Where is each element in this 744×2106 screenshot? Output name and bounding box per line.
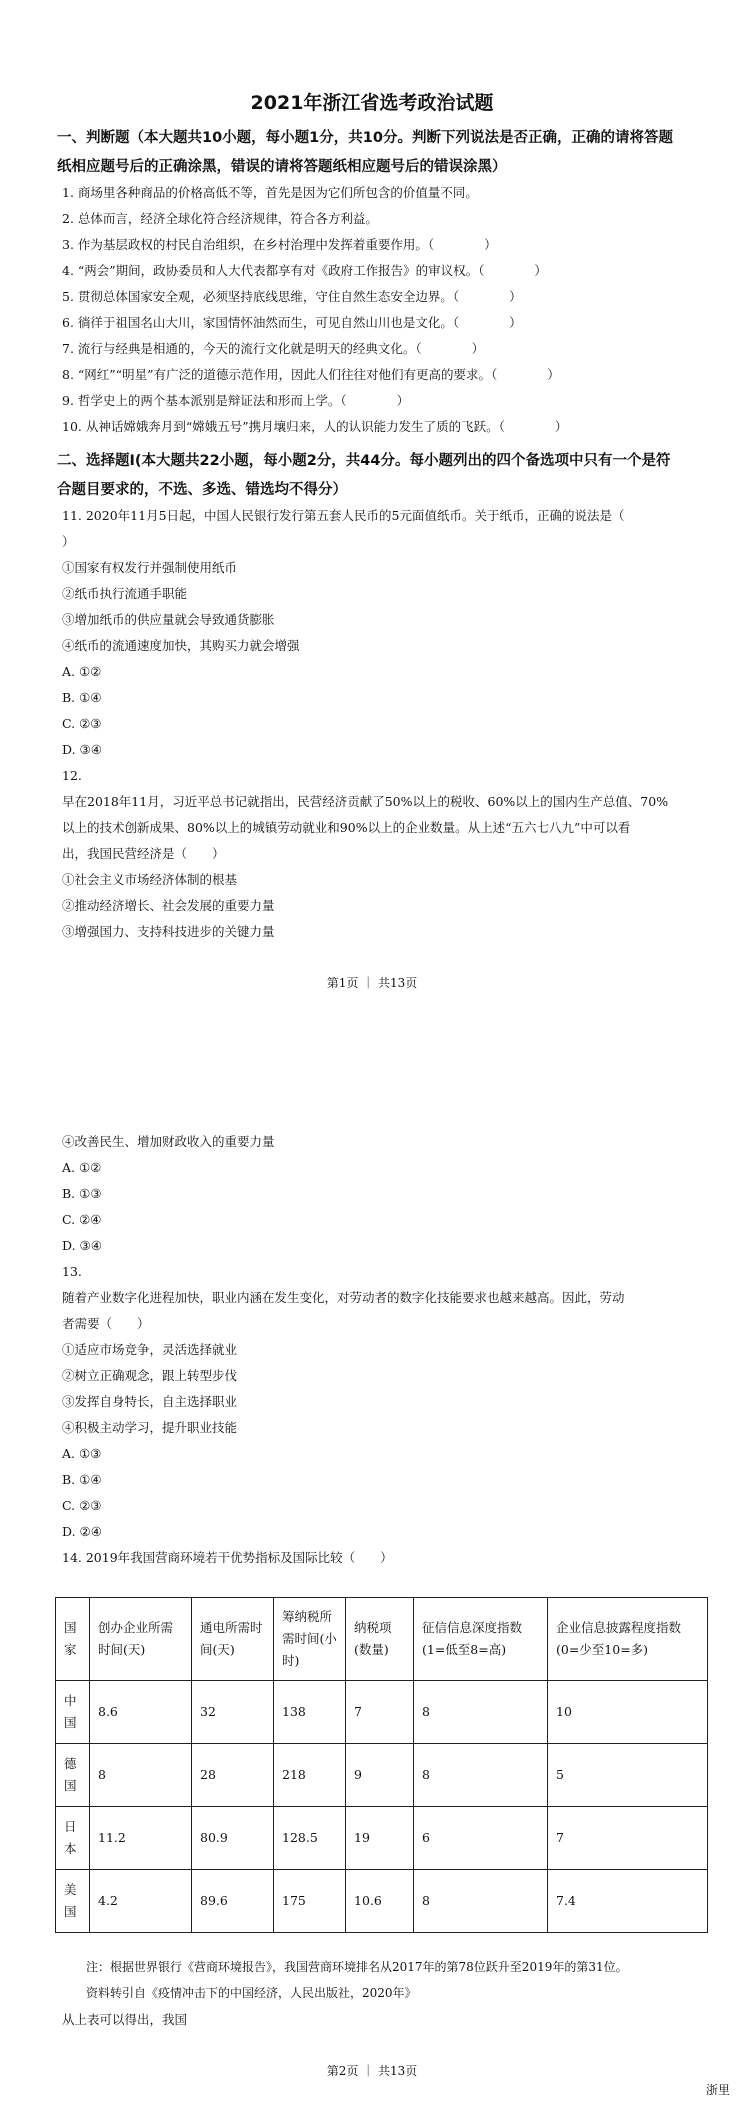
column-header: 通电所需时间(天) [192,1598,274,1681]
question-continuation: 从上表可以得出，我国 [62,2012,188,2027]
question-line: ③发挥自身特长，自主选择职业 [62,1394,238,1409]
question-line: ①社会主义市场经济体制的根基 [62,872,238,887]
question-line: ②推动经济增长、社会发展的重要力量 [62,898,275,913]
question-line: 1. 商场里各种商品的价格高低不等，首先是因为它们所包含的价值量不同。 [62,185,478,200]
column-header: 国家 [56,1598,90,1681]
question-line: ④积极主动学习，提升职业技能 [62,1420,238,1435]
business-environment-table [55,1597,708,1933]
table-cell: 9 [346,1744,414,1807]
table-row [56,1744,708,1807]
question-line: 8. “网红”“明星”有广泛的道德示范作用，因此人们往往对他们有更高的要求。（ ） [62,367,560,382]
table-cell-country: 中国 [56,1681,90,1744]
table-cell: 5 [548,1744,708,1807]
question-line: ①国家有权发行并强制使用纸币 [62,560,238,575]
table-cell: 7 [548,1807,708,1870]
column-header: 创办企业所需时间(天) [90,1598,192,1681]
question-line: 11. 2020年11月5日起，中国人民银行发行第五套人民币的5元面值纸币。关于纸币，正确的说法是（ [62,508,625,523]
question-line: ④纸币的流通速度加快，其购买力就会增强 [62,638,300,653]
section1-heading-line2: 纸相应题号后的正确涂黑，错误的请将答题纸相应题号后的错误涂黑） [57,159,507,175]
column-header: 纳税项(数量) [346,1598,414,1681]
question-line: 9. 哲学史上的两个基本派别是辩证法和形而上学。（ ） [62,393,410,408]
question-line: ②树立正确观念，跟上转型步伐 [62,1368,238,1383]
question-line: 5. 贯彻总体国家安全观，必须坚持底线思维，守住自然生态安全边界。（ ） [62,289,522,304]
table-cell: 138 [274,1681,346,1744]
table-cell: 28 [192,1744,274,1807]
section2-heading-line1: 二、选择题Ⅰ(本大题共22小题，每小题2分，共44分。每小题列出的四个备选项中只有一个是符 [57,453,671,469]
question-line: 随着产业数字化进程加快，职业内涵在发生变化，对劳动者的数字化技能要求也越来越高。因此，劳动 [62,1290,625,1305]
page1-question-block [62,504,668,944]
table-cell: 7 [346,1681,414,1744]
table-cell-country: 德国 [56,1744,90,1807]
table-cell: 8.6 [90,1681,192,1744]
table-cell: 8 [414,1681,548,1744]
table-cell: 8 [414,1870,548,1933]
column-header: 征信信息深度指数(1=低至8=高) [414,1598,548,1681]
question-line: 4. “两会”期间，政协委员和人大代表都享有对《政府工作报告》的审议权。（ ） [62,263,547,278]
table-cell-country: 日本 [56,1807,90,1870]
question-line: D. ②④ [62,1524,102,1539]
section2-heading-line2: 合题目要求的，不选、多选、错选均不得分） [57,482,347,498]
table-cell: 7.4 [548,1870,708,1933]
question-line: ④改善民生、增加财政收入的重要力量 [62,1134,275,1149]
question-line: 14. 2019年我国营商环境若干优势指标及国际比较（ ） [62,1550,393,1565]
table-cell: 175 [274,1870,346,1933]
question-line: 3. 作为基层政权的村民自治组织，在乡村治理中发挥着重要作用。（ ） [62,237,497,252]
section1-question-list [62,181,567,439]
table-header-row [56,1598,708,1681]
watermark-corner: 浙里 [705,2083,730,2097]
question-line: 13. [62,1264,82,1279]
question-line: B. ①④ [62,690,102,705]
table-note: 注：根据世界银行《营商环境报告》，我国营商环境排名从2017年的第78位跃升至2019年的第31位。 [86,1960,628,1974]
table-cell: 4.2 [90,1870,192,1933]
question-line: 7. 流行与经典是相通的，今天的流行文化就是明天的经典文化。（ ） [62,341,485,356]
question-line: 者需要（ ） [62,1316,150,1331]
table-cell: 10.6 [346,1870,414,1933]
question-line: 10. 从神话嫦娥奔月到“嫦娥五号”携月壤归来，人的认识能力发生了质的飞跃。（ ） [62,419,568,434]
table-cell: 89.6 [192,1870,274,1933]
question-line: D. ③④ [62,742,102,757]
question-line: ①适应市场竞争，灵活选择就业 [62,1342,238,1357]
question-line: 早在2018年11月，习近平总书记就指出，民营经济贡献了50%以上的税收、60%以上的国内生产总值、70% [62,794,669,809]
question-line: 2. 总体而言，经济全球化符合经济规律，符合各方利益。 [62,211,378,226]
page2-question-block [62,1130,625,1570]
question-line: C. ②④ [62,1212,102,1227]
table-cell: 32 [192,1681,274,1744]
question-line: 12. [62,768,82,783]
question-line: A. ①② [62,1160,102,1175]
question-line: ③增加纸币的供应量就会导致通货膨胀 [62,612,275,627]
question-line: C. ②③ [62,716,102,731]
column-header: 企业信息披露程度指数(0=少至10=多) [548,1598,708,1681]
table-cell: 8 [90,1744,192,1807]
table-cell: 11.2 [90,1807,192,1870]
table-cell: 19 [346,1807,414,1870]
page2-footer: 第2页 ｜ 共13页 [326,2064,418,2078]
table-cell: 128.5 [274,1807,346,1870]
table-cell: 80.9 [192,1807,274,1870]
exam-title: 2021年浙江省选考政治试题 [250,92,494,114]
question-line: ②纸币执行流通手职能 [62,586,188,601]
table-cell: 8 [414,1744,548,1807]
question-line: ③增强国力、支持科技进步的关键力量 [62,924,275,939]
question-line: 以上的技术创新成果、80%以上的城镇劳动就业和90%以上的企业数量。从上述“五六七八九”中可以看 [62,820,631,835]
question-line: A. ①② [62,664,102,679]
question-line: B. ①③ [62,1186,102,1201]
section1-heading-line1: 一、判断题（本大题共10小题，每小题1分，共10分。判断下列说法是否正确，正确的请将答题 [57,130,673,146]
question-line: 6. 徜徉于祖国名山大川，家国情怀油然而生，可见自然山川也是文化。（ ） [62,315,522,330]
table-row [56,1681,708,1744]
question-line: A. ①③ [62,1446,102,1461]
table-cell: 218 [274,1744,346,1807]
table-cell: 10 [548,1681,708,1744]
column-header: 筹纳税所需时间(小时) [274,1598,346,1681]
question-line: D. ③④ [62,1238,102,1253]
page1-footer: 第1页 ｜ 共13页 [326,976,418,990]
question-line: ） [62,534,75,549]
table-row [56,1807,708,1870]
question-line: B. ①④ [62,1472,102,1487]
question-line: 出，我国民营经济是（ ） [62,846,225,861]
table-cell: 6 [414,1807,548,1870]
table-source: 资料转引自《疫情冲击下的中国经济，人民出版社，2020年》 [86,1986,417,2000]
table-row [56,1870,708,1933]
table-cell-country: 美国 [56,1870,90,1933]
question-line: C. ②③ [62,1498,102,1513]
